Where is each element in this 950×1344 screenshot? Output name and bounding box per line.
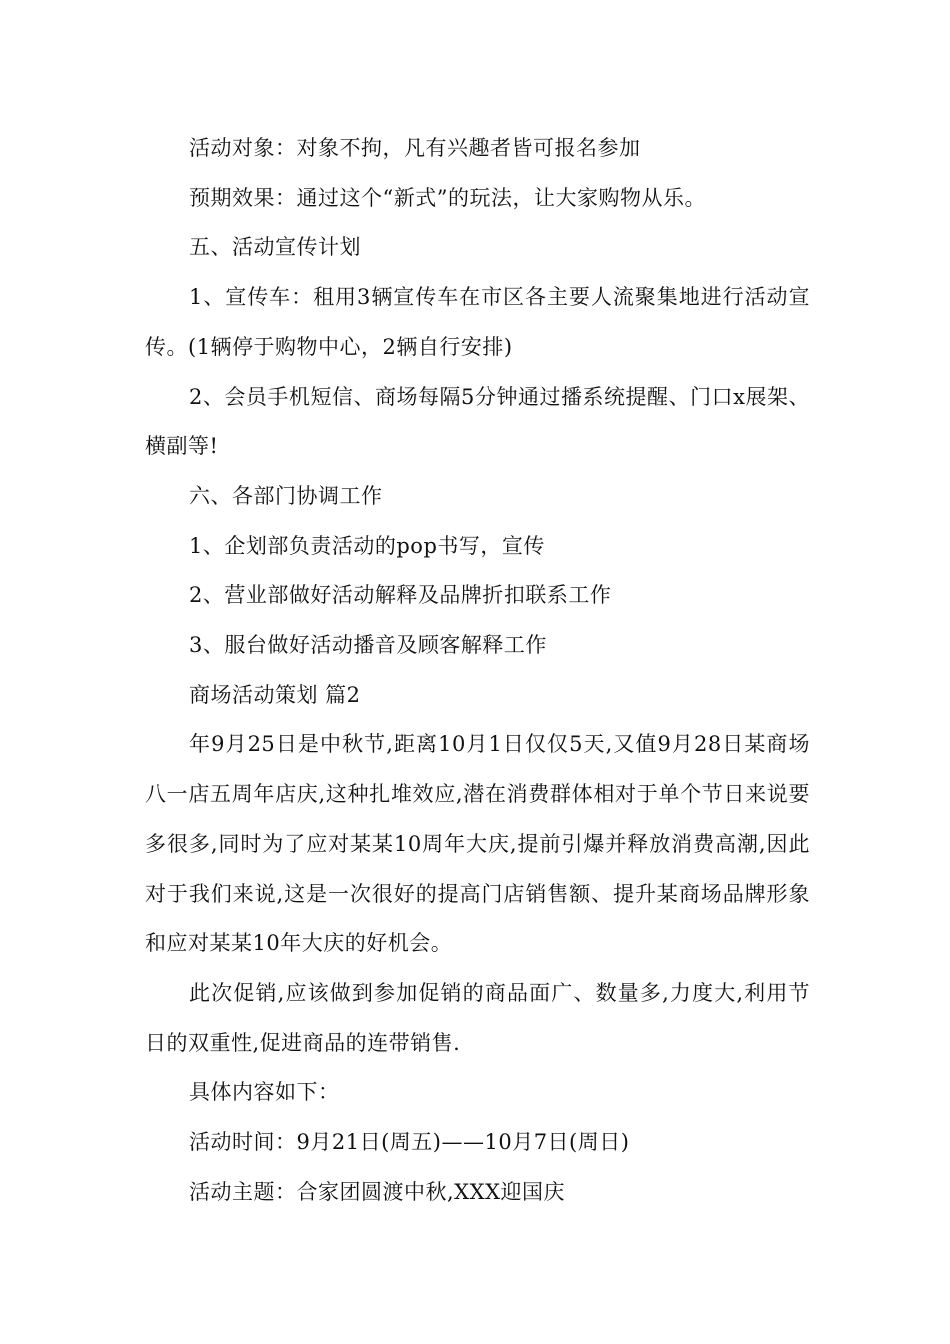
paragraph-mid-autumn-background: 年9月25日是中秋节,距离10月1日仅仅5天,又值9月28日某商场八一店五周年店庆,这种扎堆效应,潜在消费群体相对于单个节日来说要多很多,同时为了应对某某10周年大庆,提前引爆并释放消费高潮,因此对于我们来说,这是一次很好的提高门店销售额、提升某商场品牌形象和应对某某10年大庆的好机会。 xyxy=(145,732,810,956)
section-heading-publicity-plan: 五、活动宣传计划 xyxy=(189,235,361,260)
paragraph-activity-target: 活动对象：对象不拘，凡有兴趣者皆可报名参加 xyxy=(189,136,641,160)
paragraph-expected-effect: 预期效果：通过这个“新式”的玩法，让大家购物从乐。 xyxy=(189,185,706,210)
paragraph-details-intro: 具体内容如下： xyxy=(189,1080,340,1105)
paragraph-publicity-vehicles: 1、宣传车：租用3辆宣传车在市区各主要人流聚集地进行活动宣传。(1辆停于购物中心，2辆自行安排) xyxy=(145,285,810,359)
paragraph-sales-dept: 2、营业部做好活动解释及品牌折扣联系工作 xyxy=(189,583,612,608)
paragraph-promotion-goal: 此次促销,应该做到参加促销的商品面广、数量多,力度大,利用节日的双重性,促进商品的连带销售. xyxy=(145,980,810,1055)
paragraph-activity-theme: 活动主题：合家团圆渡中秋,XXX迎国庆 xyxy=(189,1179,566,1204)
paragraph-service-desk: 3、服台做好活动播音及顾客解释工作 xyxy=(189,633,547,658)
paragraph-member-sms: 2、会员手机短信、商场每隔5分钟通过播系统提醒、门口x展架、横副等! xyxy=(145,384,810,459)
document-body xyxy=(145,124,810,1217)
paragraph-planning-dept: 1、企划部负责活动的pop书写，宣传 xyxy=(189,533,545,558)
section-heading-department-coordination: 六、各部门协调工作 xyxy=(189,483,383,508)
article-title-part-2: 商场活动策划 篇2 xyxy=(189,682,361,707)
paragraph-activity-time: 活动时间：9月21日(周五)——10月7日(周日) xyxy=(189,1130,630,1155)
